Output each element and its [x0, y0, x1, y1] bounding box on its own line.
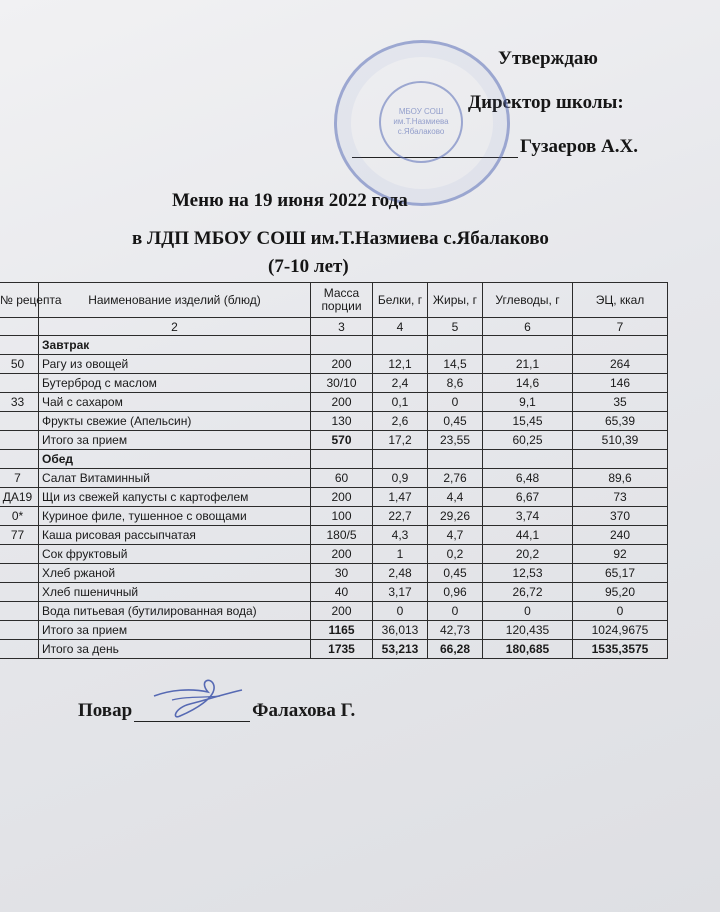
- breakfast-total-row: [0, 431, 668, 450]
- cell-fat: 0,45: [428, 564, 483, 583]
- total-kcal: 1024,9675: [573, 621, 668, 640]
- stamp-center: [379, 81, 463, 163]
- cell-protein: 3,17: [373, 583, 428, 602]
- cell-kcal: 95,20: [573, 583, 668, 602]
- header-carbs: Углеводы, г: [483, 283, 573, 318]
- cook-label: Повар: [78, 700, 133, 721]
- table-row: [0, 545, 668, 564]
- cell-mass: 40: [311, 583, 373, 602]
- cell-fat: 0,96: [428, 583, 483, 602]
- total-label: Итого за прием: [39, 621, 311, 640]
- cell-kcal: 370: [573, 507, 668, 526]
- cell-protein: 1,47: [373, 488, 428, 507]
- section-lunch: [0, 450, 668, 469]
- cell-carbs: 26,72: [483, 583, 573, 602]
- table-row: [0, 488, 668, 507]
- column-number: 4: [373, 318, 428, 336]
- cell-mass: 30: [311, 564, 373, 583]
- total-mass: 1165: [311, 621, 373, 640]
- cell-mass: 180/5: [311, 526, 373, 545]
- cell-mass: 100: [311, 507, 373, 526]
- total-mass: 570: [311, 431, 373, 450]
- cell-carbs: 12,53: [483, 564, 573, 583]
- table-row: [0, 564, 668, 583]
- table-row: [0, 583, 668, 602]
- cell-fat: 0,2: [428, 545, 483, 564]
- column-number: 5: [428, 318, 483, 336]
- cell-recipe: 77: [0, 526, 39, 545]
- cell-name: Хлеб пшеничный: [39, 583, 311, 602]
- cell-protein: 2,6: [373, 412, 428, 431]
- cell-fat: 2,76: [428, 469, 483, 488]
- day-total-mass: 1735: [311, 640, 373, 659]
- cell-name: Куриное филе, тушенное с овощами: [39, 507, 311, 526]
- cell-fat: 4,4: [428, 488, 483, 507]
- header-kcal: ЭЦ, ккал: [573, 283, 668, 318]
- cell-protein: 22,7: [373, 507, 428, 526]
- header-name: Наименование изделий (блюд): [39, 283, 311, 318]
- approval-title: Утверждаю: [498, 48, 598, 69]
- cook-signature-line: [134, 703, 250, 722]
- cook-name: Фалахова Г.: [252, 700, 356, 721]
- cell-recipe: [0, 374, 39, 393]
- total-carbs: 120,435: [483, 621, 573, 640]
- table-header-row: [0, 283, 668, 318]
- cell-mass: 200: [311, 488, 373, 507]
- cell-mass: 30/10: [311, 374, 373, 393]
- cell-kcal: 92: [573, 545, 668, 564]
- cell-kcal: 73: [573, 488, 668, 507]
- cell-name: Чай с сахаром: [39, 393, 311, 412]
- cell-kcal: 146: [573, 374, 668, 393]
- stamp-line-3: с.Ябалаково: [397, 127, 445, 136]
- table-row: [0, 602, 668, 621]
- column-number-row: [0, 318, 668, 336]
- cell-name: Щи из свежей капусты с картофелем: [39, 488, 311, 507]
- cell-mass: 200: [311, 393, 373, 412]
- header-fat: Жиры, г: [428, 283, 483, 318]
- cell-recipe: [0, 412, 39, 431]
- column-number: 2: [39, 318, 311, 336]
- cell-carbs: 9,1: [483, 393, 573, 412]
- cell-protein: 4,3: [373, 526, 428, 545]
- cell-protein: 0,1: [373, 393, 428, 412]
- cell-carbs: 20,2: [483, 545, 573, 564]
- column-number: [0, 318, 39, 336]
- day-total-row: [0, 640, 668, 659]
- cell-kcal: 240: [573, 526, 668, 545]
- table-row: [0, 526, 668, 545]
- cell-fat: 29,26: [428, 507, 483, 526]
- cell-mass: 200: [311, 602, 373, 621]
- cell-protein: 0,9: [373, 469, 428, 488]
- header-mass: Масса порции: [311, 283, 373, 318]
- stamp-line-1: МБОУ СОШ: [398, 107, 444, 116]
- header-protein: Белки, г: [373, 283, 428, 318]
- day-total-fat: 66,28: [428, 640, 483, 659]
- cell-recipe: [0, 545, 39, 564]
- day-total-kcal: 1535,3575: [573, 640, 668, 659]
- cell-fat: 0: [428, 393, 483, 412]
- cell-recipe: 33: [0, 393, 39, 412]
- cell-protein: 2,48: [373, 564, 428, 583]
- cell-name: Фрукты свежие (Апельсин): [39, 412, 311, 431]
- official-stamp: [334, 40, 510, 206]
- header-recipe: № рецепта: [0, 283, 39, 318]
- table-row: [0, 393, 668, 412]
- cell-carbs: 44,1: [483, 526, 573, 545]
- column-number: 3: [311, 318, 373, 336]
- cell-name: Хлеб ржаной: [39, 564, 311, 583]
- table-row: [0, 412, 668, 431]
- cell-protein: 12,1: [373, 355, 428, 374]
- total-fat: 42,73: [428, 621, 483, 640]
- cell-mass: 60: [311, 469, 373, 488]
- cell-name: Рагу из овощей: [39, 355, 311, 374]
- cell-protein: 2,4: [373, 374, 428, 393]
- cell-fat: 0: [428, 602, 483, 621]
- cell-name: Сок фруктовый: [39, 545, 311, 564]
- cell-kcal: 0: [573, 602, 668, 621]
- cell-fat: 4,7: [428, 526, 483, 545]
- cell-mass: 200: [311, 545, 373, 564]
- cell-recipe: 0*: [0, 507, 39, 526]
- cell-mass: 130: [311, 412, 373, 431]
- stamp-line-2: им.Т.Назмиева: [393, 117, 449, 126]
- day-total-carbs: 180,685: [483, 640, 573, 659]
- section-breakfast: [0, 336, 668, 355]
- cell-recipe: ДА19: [0, 488, 39, 507]
- cell-carbs: 3,74: [483, 507, 573, 526]
- table-row: [0, 469, 668, 488]
- total-fat: 23,55: [428, 431, 483, 450]
- day-total-label: Итого за день: [39, 640, 311, 659]
- total-carbs: 60,25: [483, 431, 573, 450]
- cell-carbs: 15,45: [483, 412, 573, 431]
- menu-table: [0, 282, 668, 659]
- school-title: в ЛДП МБОУ СОШ им.Т.Назмиева с.Ябалаково: [132, 228, 549, 249]
- cell-kcal: 264: [573, 355, 668, 374]
- cell-recipe: [0, 602, 39, 621]
- cell-carbs: 6,67: [483, 488, 573, 507]
- section-label: Завтрак: [39, 336, 311, 355]
- cell-fat: 14,5: [428, 355, 483, 374]
- cell-fat: 8,6: [428, 374, 483, 393]
- cell-carbs: 6,48: [483, 469, 573, 488]
- cell-mass: 200: [311, 355, 373, 374]
- lunch-total-row: [0, 621, 668, 640]
- cell-fat: 0,45: [428, 412, 483, 431]
- cell-kcal: 35: [573, 393, 668, 412]
- approval-position: Директор школы:: [468, 92, 624, 113]
- column-number: 7: [573, 318, 668, 336]
- cell-recipe: 7: [0, 469, 39, 488]
- cell-carbs: 14,6: [483, 374, 573, 393]
- age-group: (7-10 лет): [268, 256, 349, 277]
- section-label: Обед: [39, 450, 311, 469]
- table-row: [0, 355, 668, 374]
- total-protein: 17,2: [373, 431, 428, 450]
- cell-protein: 0: [373, 602, 428, 621]
- cell-name: Салат Витаминный: [39, 469, 311, 488]
- cell-name: Вода питьевая (бутилированная вода): [39, 602, 311, 621]
- cell-name: Каша рисовая рассыпчатая: [39, 526, 311, 545]
- table-row: [0, 507, 668, 526]
- day-total-protein: 53,213: [373, 640, 428, 659]
- director-name: Гузаеров А.Х.: [520, 136, 638, 157]
- menu-title: Меню на 19 июня 2022 года: [172, 190, 408, 211]
- cell-kcal: 65,17: [573, 564, 668, 583]
- cook-line: [78, 700, 355, 722]
- column-number: 6: [483, 318, 573, 336]
- cell-name: Бутерброд с маслом: [39, 374, 311, 393]
- cell-recipe: [0, 564, 39, 583]
- total-label: Итого за прием: [39, 431, 311, 450]
- cell-kcal: 89,6: [573, 469, 668, 488]
- cell-carbs: 0: [483, 602, 573, 621]
- table-row: [0, 374, 668, 393]
- cell-kcal: 65,39: [573, 412, 668, 431]
- cell-recipe: 50: [0, 355, 39, 374]
- total-protein: 36,013: [373, 621, 428, 640]
- total-kcal: 510,39: [573, 431, 668, 450]
- cell-carbs: 21,1: [483, 355, 573, 374]
- cell-recipe: [0, 583, 39, 602]
- cell-protein: 1: [373, 545, 428, 564]
